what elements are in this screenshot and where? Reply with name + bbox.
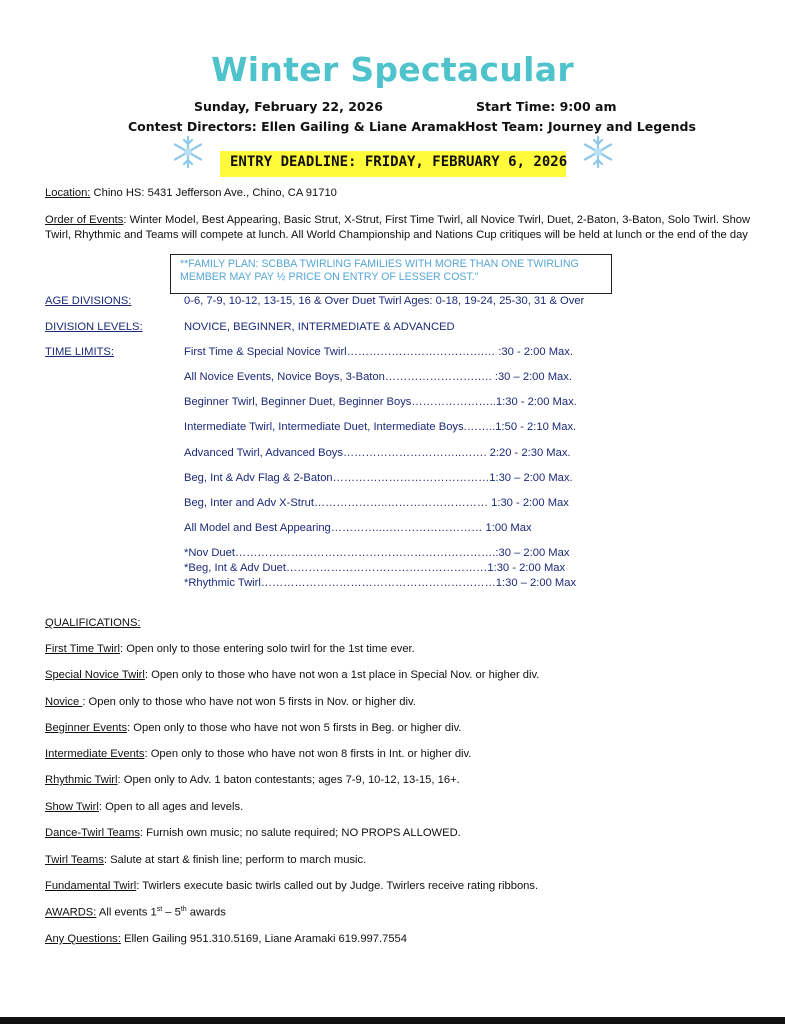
snowflake-icon: [581, 135, 615, 169]
family-plan-text: [180, 258, 579, 283]
qualification-text: : Twirlers execute basic twirls called out by Judge. Twirlers receive rating ribbons.: [136, 880, 539, 892]
qualification-item: [45, 827, 461, 839]
order-of-events-line-2: Twirl, Rhythmic and Teams will compete at lunch. All World Championship and Nations Cup critiques will be held at lunch or the end of the day: [45, 229, 748, 241]
time-limit-row: All Novice Events, Novice Boys, 3-Baton…………………….…. :30 – 2:00 Max.: [184, 371, 572, 383]
qualification-term: Special Novice Twirl: [45, 669, 145, 681]
qualification-item: [45, 854, 366, 866]
qualification-term: Show Twirl: [45, 801, 99, 813]
qualification-text: : Furnish own music; no salute required; NO PROPS ALLOWED.: [139, 827, 461, 839]
location-line: [45, 187, 337, 199]
time-limit-row: Intermediate Twirl, Intermediate Duet, Intermediate Boys.……..1:50 - 2:10 Max.: [184, 421, 577, 433]
qualification-term: Rhythmic Twirl: [45, 774, 118, 786]
time-limit-row: All Model and Best Appearing…………..……………………… 1:00 Max: [184, 522, 532, 534]
time-limit-row: Beginner Twirl, Beginner Duet, Beginner Boys…………………..1:30 - 2:00 Max.: [184, 396, 577, 408]
start-time: Start Time: 9:00 am: [476, 99, 617, 114]
qualification-term: Beginner Events: [45, 722, 128, 734]
qualification-term: Novice: [45, 696, 83, 708]
qualification-item: [45, 722, 461, 734]
qualification-term: Twirl Teams: [45, 854, 104, 866]
qualification-text: : Salute at start & finish line; perform to march music.: [103, 854, 367, 866]
age-divisions-value: 0-6, 7-9, 10-12, 13-15, 16 & Over Duet Twirl Ages: 0-18, 19-24, 25-30, 31 & Over: [184, 295, 585, 307]
bottom-bar: [0, 1017, 785, 1024]
qualification-text: : Open only to Adv. 1 baton contestants; ages 7-9, 10-12, 13-15, 16+.: [117, 774, 460, 786]
time-limit-row: *Beg, Int & Adv Duet………………………………………………1:30 - 2:00 Max: [184, 562, 566, 574]
page-title: Winter Spectacular: [211, 50, 574, 89]
division-levels-label: DIVISION LEVELS:: [45, 321, 143, 333]
qualification-term: Intermediate Events: [45, 748, 145, 760]
qualification-term: Dance-Twirl Teams: [45, 827, 140, 839]
order-of-events-line: [45, 214, 750, 226]
questions-line: [45, 933, 407, 945]
event-date: Sunday, February 22, 2026: [194, 99, 383, 114]
qualification-item: [45, 669, 539, 681]
time-limit-row: *Rhythmic Twirl………………………………………………………1:30 – 2:00 Max: [184, 577, 577, 589]
qualification-text: : Open only to those entering solo twirl for the 1st time ever.: [120, 643, 415, 655]
time-limit-row: *Nov Duet…………………………………………………………….:30 – 2:00 Max: [184, 547, 570, 559]
qualification-term: Fundamental Twirl: [45, 880, 137, 892]
time-limit-row: Beg, Int & Adv Flag & 2-Baton……………………………………1:30 – 2:00 Max.: [184, 472, 573, 484]
age-divisions-label: AGE DIVISIONS:: [45, 295, 132, 307]
qualification-item: [45, 880, 538, 892]
order-value: : Winter Model, Best Appearing, Basic Strut, X-Strut, First Time Twirl, all Novice Twirl, Duet, 2-Baton, 3-Baton, Solo Twirl. Show: [123, 214, 751, 226]
host-team: Host Team: Journey and Legends: [465, 119, 696, 134]
awards-label: AWARDS:: [45, 906, 97, 919]
qualification-text: : Open only to those who have not won 5 firsts in Beg. or higher div.: [127, 722, 462, 734]
questions-label: Any Questions:: [45, 933, 121, 945]
order-label: Order of Events: [45, 214, 124, 226]
qualification-item: [45, 643, 415, 655]
qualifications-heading: QUALIFICATIONS:: [45, 617, 141, 629]
qualification-item: [45, 748, 471, 760]
division-levels-value: NOVICE, BEGINNER, INTERMEDIATE & ADVANCED: [184, 321, 455, 333]
location-value: Chino HS: 5431 Jefferson Ave., Chino, CA 91710: [93, 187, 337, 199]
snowflake-icon: [171, 135, 205, 169]
family-plan-line: MEMBER MAY PAY ½ PRICE ON ENTRY OF LESSER COST.": [180, 270, 479, 283]
questions-contacts: Ellen Gailing 951.310.5169, Liane Aramaki 619.997.7554: [120, 933, 407, 945]
family-plan-line: **FAMILY PLAN: SCBBA TWIRLING FAMILIES WITH MORE THAN ONE TWIRLING: [180, 258, 579, 270]
contest-directors: Contest Directors: Ellen Gailing & Liane Aramaki: [128, 119, 470, 134]
qualification-text: : Open to all ages and levels.: [98, 801, 244, 813]
entry-deadline: ENTRY DEADLINE: FRIDAY, FEBRUARY 6, 2026: [230, 154, 568, 170]
time-limit-row: First Time & Special Novice Twirl……………………………….… :30 - 2:00 Max.: [184, 346, 573, 358]
time-limit-row: Advanced Twirl, Advanced Boys…………………………..……. 2:20 - 2:30 Max.: [184, 447, 571, 459]
qualification-text: : Open only to those who have not won 8 firsts in Int. or higher div.: [144, 748, 472, 760]
awards-line: AWARDS: All events 1st – 5th awards: [45, 906, 226, 919]
qualification-item: [45, 801, 243, 813]
location-label: Location:: [45, 187, 91, 199]
qualification-text: : Open only to those who have not won 5 firsts in Nov. or higher div.: [82, 696, 416, 708]
qualification-term: First Time Twirl: [45, 643, 120, 655]
time-limits-label: TIME LIMITS:: [45, 346, 114, 358]
qualification-text: : Open only to those who have not won a 1st place in Special Nov. or higher div.: [144, 669, 540, 681]
time-limit-row: Beg, Inter and Adv X-Strut………………..……………………… 1:30 - 2:00 Max: [184, 497, 569, 509]
qualification-item: [45, 696, 416, 708]
qualification-item: [45, 774, 460, 786]
